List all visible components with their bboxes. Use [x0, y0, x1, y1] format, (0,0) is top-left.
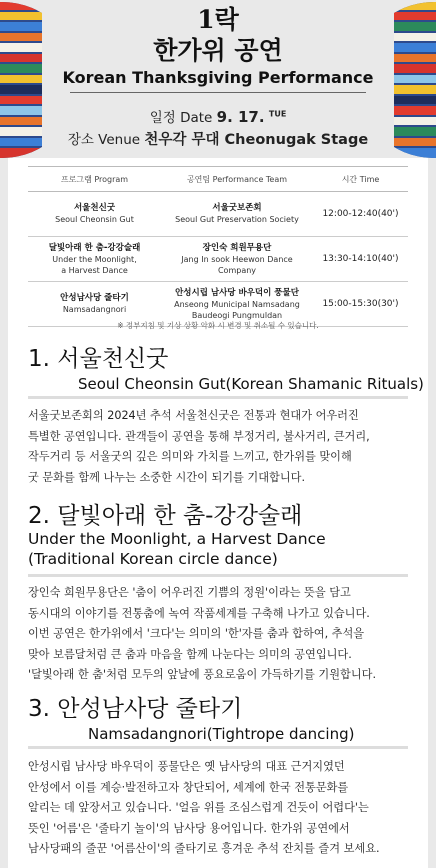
section-3-divider [28, 746, 408, 749]
body-line: '달빛아래 한 춤'처럼 모두의 앞날에 풍요로움이 가득하기를 기원합니다. [28, 668, 377, 681]
team-name-ko: 안성시립 남사당 바우덕이 풍물단 [175, 287, 299, 298]
date-line [0, 106, 436, 126]
body-line: 장인숙 희원무용단은 '춤이 어우러진 기쁨의 정원'이라는 뜻을 담고 [28, 586, 351, 599]
section-3-subtitle: Namsadangnori(Tightrope dancing) [88, 725, 355, 743]
team-name-en-line2: Baudeogi Pungmuldan [191, 310, 283, 320]
body-line: 동시대의 이야기를 전통춤에 녹여 작품세계를 구축해 나가고 있습니다. [28, 606, 370, 620]
table-row [28, 192, 408, 237]
program-name-en: Namsadangnori [62, 305, 127, 314]
body-line: 맞아 보름달처럼 큰 춤과 마음을 함께 나눈다는 의미의 공연입니다. [28, 647, 352, 661]
section-2-title: 2. 달빛아래 한 춤-강강술래 [28, 503, 303, 529]
schedule-table [28, 166, 408, 327]
team-cell [161, 192, 313, 237]
section-2-subtitle: Under the Moonlight, a Harvest Dance [28, 530, 326, 548]
section-1-title: 1. 서울천신굿 [28, 346, 169, 372]
date-day: TUE [268, 109, 287, 119]
header-divider [70, 92, 366, 93]
program-name-ko: 안성남사당 줄타기 [60, 293, 129, 303]
date-value: 9. 17. [216, 108, 265, 126]
program-name-en: Under the Moonlight, [52, 254, 137, 264]
section-2-divider [28, 574, 408, 577]
body-line: 이번 공연은 한가위에서 '크다'는 의미의 '한'자를 춤과 합하여, 추석을 [28, 627, 365, 640]
section-3-title: 3. 안성남사당 줄타기 [28, 696, 243, 722]
body-line: 작두거리 등 서울굿의 깊은 의미와 가치를 느끼고, 한가위를 맞이해 [28, 450, 352, 463]
body-line: 굿 문화를 함께 나누는 소중한 시간이 되기를 기대합니다. [28, 470, 306, 484]
section-2-body [28, 583, 412, 686]
team-name-en: Jang In sook Heewon Dance [181, 254, 293, 264]
part-number: 1락 [197, 5, 239, 34]
column-header-team: 공연팀 Performance Team [161, 167, 313, 192]
section-1-divider [28, 396, 408, 399]
title-english: Korean Thanksgiving Performance [62, 68, 374, 87]
section-1-subtitle: Seoul Cheonsin Gut(Korean Shamanic Rituals) [78, 375, 424, 393]
program-name-en: Seoul Cheonsin Gut [55, 215, 134, 224]
team-name-ko: 장인숙 희원무용단 [202, 242, 272, 253]
venue-line [0, 128, 436, 149]
body-line: 특별한 공연입니다. 관객들이 공연을 통해 부정거리, 불사거리, 큰거리, [28, 429, 370, 443]
body-line: 서울굿보존회의 2024년 추석 서울천신굿은 전통과 현대가 어우러진 [28, 409, 359, 422]
time-cell: 13:30-14:10(40') [313, 237, 408, 282]
section-2-subtitle-line2: (Traditional Korean circle dance) [28, 550, 278, 568]
time-cell: 15:00-15:30(30') [313, 282, 408, 327]
body-line: 안성시립 남사당 바우덕이 풍물단은 옛 남사당의 대표 근거지였던 [28, 760, 345, 773]
left-frame [0, 158, 8, 868]
body-line: 남사당패의 줄꾼 '어름산이'의 줄타기로 흥겨운 추석 잔치를 즐겨 보세요. [28, 842, 380, 855]
program-cell [28, 192, 161, 237]
body-line: 안성에서 이를 계승·발전하고자 창단되어, 세계에 한국 전통문화를 [28, 780, 349, 794]
poster-header [0, 0, 436, 158]
program-cell [28, 237, 161, 282]
team-name-ko: 서울굿보존회 [212, 203, 262, 213]
date-label: 일정 Date [149, 110, 213, 126]
team-name-en: Seoul Gut Preservation Society [175, 215, 299, 224]
time-cell: 12:00-12:40(40') [313, 192, 408, 237]
body-line: 알리는 데 앞장서고 있습니다. '얼음 위를 조심스럽게 건듯이 어렵다'는 [28, 801, 369, 814]
program-name-ko: 달빛아래 한 춤-강강술래 [48, 242, 141, 253]
venue-value: 천우각 무대 Cheonugak Stage [144, 132, 369, 148]
team-cell [161, 237, 313, 282]
team-name-en-line2: Company [217, 265, 257, 275]
title-korean: 한가위 공연 [153, 36, 283, 65]
program-name-en-line2: a Harvest Dance [61, 265, 128, 275]
team-name-en: Anseong Municipal Namsadang [174, 299, 300, 309]
venue-label: 장소 Venue [67, 132, 141, 148]
column-header-program: 프로그램 Program [28, 167, 161, 192]
section-1-body [28, 406, 412, 488]
body-line: 뜻인 '어름'은 '줄타기 놀이'의 남사당 용어입니다. 한가위 공연에서 [28, 821, 350, 835]
section-3-body [28, 757, 412, 860]
right-frame [428, 158, 436, 868]
table-header-row [28, 167, 408, 192]
column-header-time: 시간 Time [313, 167, 408, 192]
table-row [28, 237, 408, 282]
schedule-note: ※ 정부지침 및 기상 상황 악화 시 변경 및 취소될 수 있습니다. [117, 321, 319, 330]
program-name-ko: 서울천신굿 [73, 203, 116, 213]
